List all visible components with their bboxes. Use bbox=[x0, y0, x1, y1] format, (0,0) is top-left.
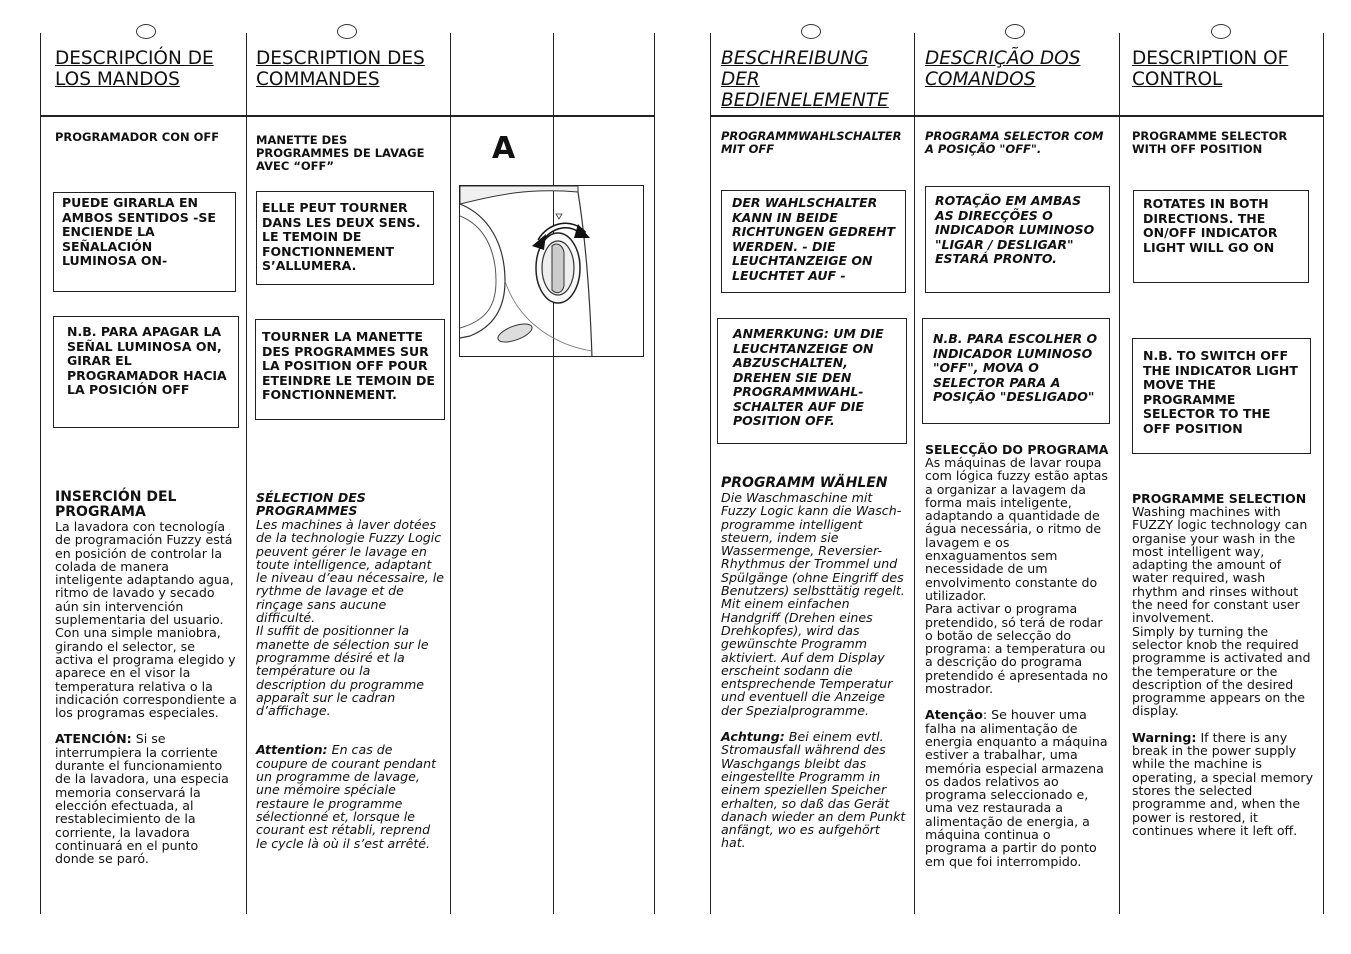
title-de: BESCHREIBUNG DER BEDIENELEMENTE bbox=[721, 48, 889, 111]
selector-knob-drawing bbox=[460, 186, 644, 357]
column-divider bbox=[654, 33, 655, 914]
selector-label-fr: MANETTE DES PROGRAMMES DE LAVAGE AVEC “OFF” bbox=[256, 133, 425, 173]
note-label-es: ATENCIÓN: bbox=[55, 731, 132, 747]
language-marker-pt bbox=[1005, 24, 1025, 39]
note-label-fr: Attention: bbox=[256, 742, 328, 758]
notice-box-es-1: PUEDE GIRARLA EN AMBOS SENTIDOS -SE ENCIENDE LA SEÑALACIÓN LUMINOSA ON- bbox=[53, 192, 236, 292]
note-text-de: Bei einem evtl. Stromausfall während des Waschgangs bleibt das eingestellte Programm in einem speziellen Speicher erhalten, so daß das Gerät danach wieder an dem Punkt anfängt, wo es aufgehört hat. bbox=[721, 729, 906, 851]
body-text-es: La lavadora con tecnología de programación Fuzzy está en posición de controlar la colada de manera inteligente adaptando agua, ritmo de lavado y secado aún sin intervención suplementaria del usuario. Con una simple maniobra, girando el selector, se activa el programa elegido y aparece en el visor la temperatura relativa o la indicación correspondiente a los programas especiales. bbox=[55, 519, 237, 721]
notice-box-de-2: ANMERKUNG: UM DIE LEUCHTANZEIGE ON ABZUSCHALTEN, DREHEN SIE DEN PROGRAMMWAHL-SCHALTER AUF DIE POSITION OFF. bbox=[717, 318, 907, 444]
column-divider bbox=[553, 33, 554, 914]
section-heading-de: PROGRAMM WÄHLEN bbox=[721, 475, 888, 491]
section-heading-en: PROGRAMME SELECTION bbox=[1132, 491, 1307, 506]
section-pt bbox=[925, 443, 1113, 868]
title-pt: DESCRIÇÃO DOS COMANDOS bbox=[925, 48, 1081, 90]
section-es bbox=[55, 490, 237, 865]
header-rule bbox=[710, 115, 1324, 117]
note-text-fr: En cas de coupure de courant pendant un programme de lavage, une mémoire spéciale restaure le programme sélectionné et, lorsque le courant est rétabli, reprend le cycle là où il s’est arrêté. bbox=[256, 742, 437, 851]
selector-label-en: PROGRAMME SELECTOR WITH OFF POSITION bbox=[1132, 129, 1288, 156]
section-heading-es: INSERCIÓN DEL PROGRAMA bbox=[55, 489, 177, 520]
title-fr: DESCRIPTION DES COMMANDES bbox=[256, 48, 425, 90]
note-text-pt: : Se houver uma falha na alimentação de energia enquanto a máquina estiver a trabalhar, uma memória especial armazena os dados relativos ao programa seleccionado e, uma vez restaurada a alimentação de energia, a máquina continua o programa a partir do ponto em que foi interrompido. bbox=[925, 707, 1108, 869]
section-heading-pt: SELECÇÃO DO PROGRAMA bbox=[925, 442, 1109, 457]
column-divider bbox=[914, 33, 915, 914]
column-divider bbox=[450, 33, 451, 914]
notice-box-pt-2: N.B. PARA ESCOLHER O INDICADOR LUMINOSO "OFF", MOVA O SELECTOR PARA A POSIÇÃO "DESLIGADO" bbox=[922, 318, 1110, 424]
body-text-fr-2: Il suffit de positionner la manette de sélection sur le programme désiré et la température ou la description du programme apparaît sur le cadran d’affichage. bbox=[256, 623, 429, 719]
column-divider bbox=[40, 33, 41, 914]
selector-label-de: PROGRAMMWAHLSCHALTER MIT OFF bbox=[721, 129, 902, 156]
notice-box-fr-1: ELLE PEUT TOURNER DANS LES DEUX SENS. LE TEMOIN DE FONCTIONNEMENT S’ALLUMERA. bbox=[256, 191, 434, 285]
note-en bbox=[1132, 731, 1314, 837]
section-fr bbox=[256, 491, 444, 850]
note-fr bbox=[256, 743, 444, 849]
notice-box-fr-2: TOURNER LA MANETTE DES PROGRAMMES SUR LA POSITION OFF POUR ETEINDRE LE TEMOIN DE FONCTIONNEMENT. bbox=[255, 319, 445, 420]
header-rule bbox=[40, 115, 655, 117]
body-text-en-2: Simply by turning the selector knob the required programme is activated and the temperature or the description of the desired programme appears on the display. bbox=[1132, 623, 1311, 719]
note-text-en: If there is any break in the power supply while the machine is operating, a special memory stores the selected programme and, when the power is restored, it continues where it left off. bbox=[1132, 729, 1314, 838]
section-de bbox=[721, 476, 907, 850]
body-text-de: Die Waschmaschine mit Fuzzy Logic kann die Wasch-programme intelligent steuern, indem sie Wassermenge, Reversier-Rhythmus der Trommel und Spülgänge (ohne Eingriff des Benutzers) selbsttätig regelt. Mit einem einfachen Handgriff (Drehen eines Drehkopfes), wird das gewünschte Programm aktiviert. Auf dem Display erscheint sodann die entsprechende Temperatur und eventuell die Anzeige der Spezialprogramme. bbox=[721, 490, 905, 718]
column-divider bbox=[710, 33, 711, 914]
note-label-en: Warning: bbox=[1132, 729, 1197, 745]
title-en: DESCRIPTION OF CONTROL bbox=[1132, 48, 1289, 90]
note-de bbox=[721, 730, 907, 850]
language-marker-en bbox=[1211, 24, 1231, 39]
control-panel-illustration bbox=[459, 185, 644, 357]
notice-box-de-1: DER WAHLSCHALTER KANN IN BEIDE RICHTUNGEN GEDREHT WERDEN. - DIE LEUCHTANZEIGE ON LEUCHTET AUF - bbox=[721, 190, 906, 293]
body-text-en-1: Washing machines with FUZZY logic technology can organise your wash in the most intelligent way, adapting the amount of water required, wash rhythm and rinses without the need for constant user involvement. bbox=[1132, 504, 1308, 626]
body-text-pt-1: As máquinas de lavar roupa com lógica fuzzy estão aptas a organizar a lavagem da forma mais inteligente, adaptando a quantidade de água necessária, o ritmo de lavagem e os enxaguamentos sem necessidade de um envolvimento constante do utilizador. bbox=[925, 455, 1108, 603]
column-divider bbox=[246, 33, 247, 914]
note-text-es: Si se interrumpiera la corriente durante el funcionamiento de la lavadora, una especia memoria conservará la elección efectuada, al restablecimiento de la corriente, la lavadora continuará en el punto donde se paró. bbox=[55, 731, 229, 867]
notice-box-en-1: ROTATES IN BOTH DIRECTIONS. THE ON/OFF INDICATOR LIGHT WILL GO ON bbox=[1133, 190, 1309, 283]
note-label-pt: Atenção bbox=[925, 707, 983, 723]
column-divider bbox=[1119, 33, 1120, 914]
figure-label: A bbox=[492, 131, 516, 166]
language-marker-de bbox=[801, 24, 821, 39]
note-pt bbox=[925, 708, 1113, 868]
body-text-fr-1: Les machines à laver dotées de la technologie Fuzzy Logic peuvent gérer le lavage en toute intelligence, adaptant le niveau d’eau nécessaire, le rythme de lavage et de rinçage sans aucune difficulté. bbox=[256, 517, 445, 626]
notice-box-es-2: N.B. PARA APAGAR LA SEÑAL LUMINOSA ON, GIRAR EL PROGRAMADOR HACIA LA POSICIÓN OFF bbox=[53, 316, 239, 428]
language-marker-fr bbox=[337, 24, 357, 39]
notice-box-pt-1: ROTAÇÃO EM AMBAS AS DIRECÇÕES O INDICADOR LUMINOSO "LIGAR / DESLIGAR" ESTARÁ PRONTO. bbox=[925, 186, 1110, 293]
note-es bbox=[55, 732, 237, 865]
selector-label-pt: PROGRAMA SELECTOR COM A POSIÇÃO "OFF". bbox=[925, 129, 1104, 156]
language-marker-es bbox=[136, 24, 156, 39]
notice-box-en-2: N.B. TO SWITCH OFF THE INDICATOR LIGHT MOVE THE PROGRAMME SELECTOR TO THE OFF POSITION bbox=[1132, 338, 1311, 454]
column-divider bbox=[1323, 33, 1324, 914]
selector-label-es: PROGRAMADOR CON OFF bbox=[55, 130, 220, 144]
title-es: DESCRIPCIÓN DE LOS MANDOS bbox=[55, 48, 214, 90]
section-en bbox=[1132, 492, 1314, 837]
section-heading-fr: SÉLECTION DES PROGRAMMES bbox=[256, 490, 366, 518]
note-label-de: Achtung: bbox=[721, 729, 785, 745]
body-text-pt-2: Para activar o programa pretendido, só terá de rodar o botão de selecção do programa: a temperatura ou a descrição do programa pretendido é apresentada no mostrador. bbox=[925, 601, 1108, 697]
